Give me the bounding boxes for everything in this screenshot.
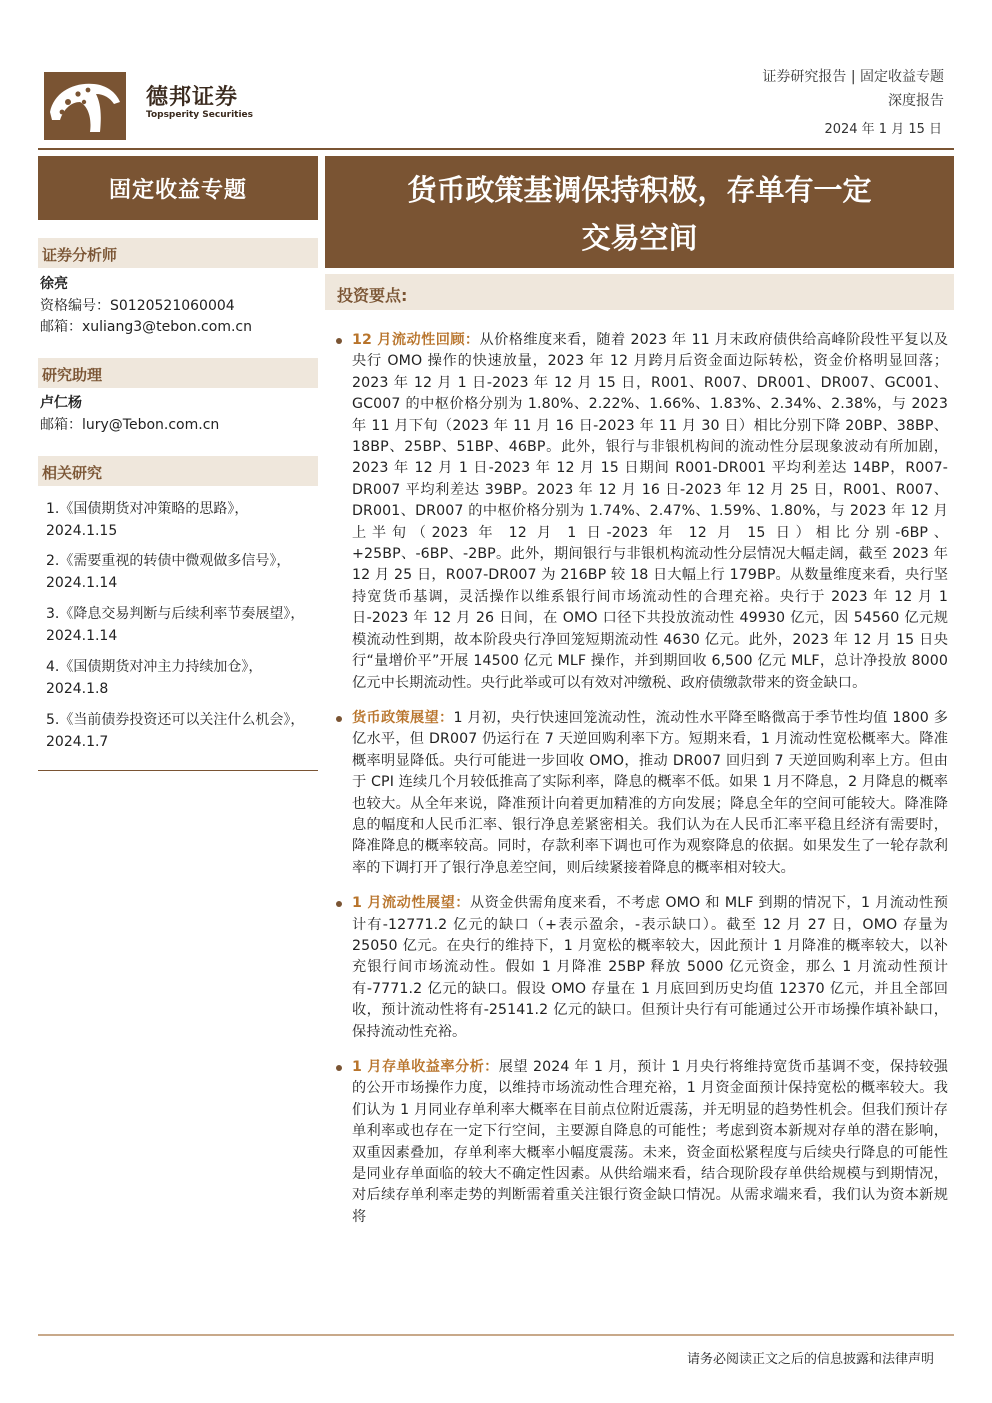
key-points-list (336, 330, 948, 1242)
title-line-1: 货币政策基调保持积极，存单有一定 (407, 173, 872, 207)
header-divider (38, 148, 954, 150)
brand-name-cn: 德邦证券 (146, 85, 239, 110)
key-point-text: 1 月初，央行快速回笼流动性，流动性水平降至略微高于季节性均值 1800 多亿水平，但 DR007 仍运行在 7 天逆回购利率下方。短期来看，1 月流动性宽松概率大。降准概率明显降低。央行可能进一步回收 OMO，推动 DR007 回归到 7 天逆回购利率上方。但由于 CPI 连续几个月较低推高了实际利率，降息的概率不低。如果 1 月不降息，2 月降息的概率也较大。从全年来说，降准预计向着更加精准的方向发展；降息全年的空间可能较大。降准降息的幅度和人民币汇率、银行净息差紧密相关。我们认为在人民币汇率平稳且经济有需要时，降准降息的概率较高。同时，存款利率下调也可作为观察降息的依据。如果发生了一轮存款利率的下调打开了银行净息差空间，则后续紧接着降息的概率相对较大。 (352, 709, 949, 876)
related-section-header: 相关研究 (38, 456, 318, 486)
key-point-lead: 12 月流动性回顾： (352, 332, 480, 348)
analyst-license: 资格编号：S0120521060004 (40, 298, 235, 314)
key-point-lead: 1 月流动性展望： (352, 895, 470, 912)
report-title (325, 156, 954, 268)
related-item[interactable]: 3.《降息交易判断与后续利率节奏展望》，2024.1.14 (46, 606, 305, 644)
related-item[interactable]: 2.《需要重视的转债中微观做多信号》，2024.1.14 (46, 553, 291, 591)
report-type: 证券研究报告 | 固定收益专题 (762, 69, 944, 85)
category-banner: 固定收益专题 (38, 156, 318, 220)
analyst-email[interactable]: 邮箱：xuliang3@tebon.com.cn (40, 319, 252, 335)
key-point-policy-outlook (336, 708, 948, 879)
footer-disclaimer: 请务必阅读正文之后的信息披露和法律声明 (686, 1352, 934, 1367)
bullet-dot-icon (336, 901, 342, 907)
assistant-email[interactable]: 邮箱：lury@Tebon.com.cn (40, 417, 220, 433)
footer-divider (38, 1334, 954, 1336)
related-item[interactable]: 1.《国债期货对冲策略的思路》，2024.1.15 (46, 501, 249, 539)
title-line-2: 交易空间 (581, 221, 698, 255)
key-point-text: 展望 2024 年 1 月，预计 1 月央行将维持宽货币基调不变，保持较强的公开市场操作力度，以维持市场流动性合理充裕，1 月资金面预计保持宽松的概率较大。我们认为 1 月同业存单利率大概率在目前点位附近震荡，并无明显的趋势性机会。但我们预计存单利率或也存在一定下行空间，主要源自降息的可能性；考虑到资本新规对存单的潜在影响，双重因素叠加，存单利率大概率小幅度震荡。未来，资金面松紧程度与后续央行降息的可能性是同业存单面临的较大不确定性因素。从供给端来看，结合现阶段存单供给规模与到期情况，对后续存单利率走势的判断需着重关注银行资金缺口情况。从需求端来看，我们认为资本新规将 (352, 1059, 948, 1225)
analyst-section-header: 证券分析师 (38, 238, 318, 268)
key-point-liquidity-outlook (336, 893, 948, 1043)
key-point-text: 从价格维度来看，随着 2023 年 11 月末政府债供给高峰阶段性平复以及央行 OMO 操作的快速放量，2023 年 12 月跨月后资金面边际转松，资金价格明显回落；2023 年 12 月 1 日-2023 年 12 月 15 日，R001、R007、DR001、DR007、GC001、GC007 的中枢价格分别为 1.80%、2.22%、1.66%、1.83%、2.34%、2.38%，与 2023 年 11 月下旬（2023 年 11 月 16 日-2023 年 11 月 30 日）相比分别下降 20BP、38BP、18BP、25BP、51BP、46BP。此外，银行与非银机构间的流动性分层现象波动有所加剧，2023 年 12 月 1 日-2023 年 12 月 15 日期间 R001-DR001 平均利差达 14BP，R007- DR007 平均利差达 39BP。2023 年 12 月 16 日-2023 年 12 月 25 日，R001、R007、DR001、DR007 的中枢价格分别为 1.74%、2.47%、1.59%、1.80%，与 2023 年 12 月上半旬（2023 年 12 月 1 日-2023 年 12 月 15 日）相比分别-6BP、+25BP、-6BP、-2BP。此外，期间银行与非银机构流动性分层情况大幅走阔，截至 2023 年 12 月 25 日，R007-DR007 为 216BP 较 18 日大幅上行 179BP。从数量维度来看，央行坚持宽货币基调，灵活操作以维系银行间市场流动性的合理充裕。央行于 2023 年 12 月 1 日-2023 年 12 月 26 日间，在 OMO 口径下共投放流动性 49930 亿元，因 54560 亿元规模流动性到期，故本阶段央行净回笼短期流动性 4630 亿元。此外，2023 年 12 月 15 日央行“量增价平”开展 14500 亿元 MLF 操作，并到期回收 6,500 亿元 MLF，总计净投放 8000 亿元中长期流动性。央行此举或可以有效对冲缴税、政府债缴款带来的资金缺口。 (352, 332, 948, 691)
related-item[interactable]: 4.《国债期货对冲主力持续加仓》，2024.1.8 (46, 659, 263, 697)
key-point-lead: 货币政策展望： (352, 709, 454, 726)
sidebar-bottom-rule (38, 770, 318, 771)
assistant-section-header: 研究助理 (38, 358, 318, 388)
bullet-dot-icon (336, 338, 342, 344)
report-subtype: 深度报告 (888, 93, 944, 109)
key-point-liquidity-review (336, 330, 948, 694)
bullet-dot-icon (336, 716, 342, 722)
key-point-cd-yield (336, 1057, 948, 1228)
key-point-lead: 1 月存单收益率分析： (352, 1059, 499, 1075)
analyst-name: 徐亮 (40, 276, 68, 292)
assistant-name: 卢仁杨 (40, 395, 82, 411)
report-date: 2024 年 1 月 15 日 (824, 122, 942, 137)
key-point-text: 从资金供需角度来看，不考虑 OMO 和 MLF 到期的情况下，1 月流动性预计有-12771.2 亿元的缺口（+表示盈余，-表示缺口）。截至 12 月 27 日，OMO 存量为 25050 亿元。在央行的维持下，1 月宽松的概率较大，因此预计 1 月降准的概率较大，以补充银行间市场流动性。假如 1 月降准 25BP 释放 5000 亿元资金，那么 1 月流动性预计有-7771.2 亿元的缺口。假设 OMO 存量在 1 月底回到历史均值 12370 亿元，并且全部回收，预计流动性将有-25141.2 亿元的缺口。但预计央行有可能通过公开市场操作填补缺口，保持流动性充裕。 (352, 895, 948, 1040)
bullet-dot-icon (336, 1065, 342, 1071)
related-item[interactable]: 5.《当前债券投资还可以关注什么机会》，2024.1.7 (46, 712, 305, 750)
brand-name-en: Topsperity Securities (146, 110, 253, 120)
brand-logo-icon (44, 72, 126, 140)
key-points-label: 投资要点: (325, 274, 954, 310)
